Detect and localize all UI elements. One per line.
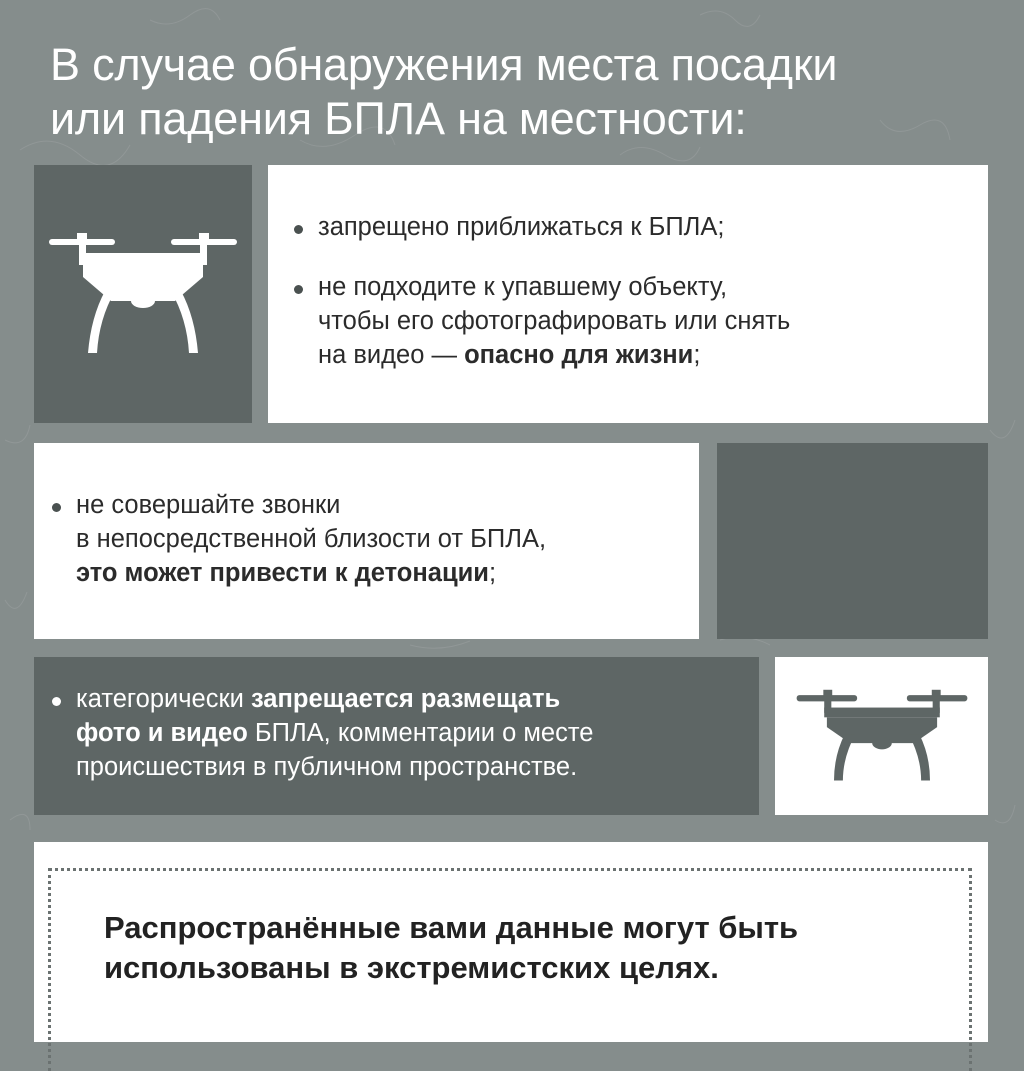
title-line-1: В случае обнаружения места посадки — [50, 39, 838, 90]
bullet-text: не подходите к упавшему объекту, — [318, 273, 728, 301]
dark-panel-filler — [717, 443, 988, 639]
drone-icon — [43, 229, 243, 359]
info-block-2 — [48, 488, 698, 590]
title-line-2: или падения БПЛА на местности: — [50, 93, 747, 144]
bullet-text — [318, 338, 980, 372]
info-block-3 — [48, 682, 758, 784]
warning-card — [34, 842, 988, 1042]
warning-line-2: использованы в экстремистских целях. — [104, 950, 719, 985]
bullet-icon — [52, 697, 61, 706]
bullet-text-part: ; — [693, 341, 701, 369]
bullet-text-bold: это может привести к детонации — [76, 559, 489, 587]
list-item — [48, 682, 758, 784]
bullet-text-part: на видео — — [318, 341, 465, 369]
bullet-text — [76, 682, 758, 716]
bullet-text-bold: опасно для жизни — [464, 341, 694, 369]
bullet-text: не совершайте звонки — [76, 491, 341, 519]
bullet-text — [76, 716, 758, 750]
bullet-text-part: категорически — [76, 685, 251, 713]
list-item — [290, 270, 980, 372]
bullet-icon — [52, 503, 61, 512]
bullet-text: чтобы его сфотографировать или снять — [318, 307, 791, 335]
bullet-text-part: ; — [488, 559, 497, 587]
list-item — [48, 488, 698, 590]
bullet-text — [76, 556, 698, 590]
warning-text — [104, 908, 944, 988]
warning-line-1: Распространённые вами данные могут быть — [104, 910, 799, 945]
info-block-1 — [290, 210, 980, 372]
list-item — [290, 210, 980, 244]
drone-icon — [793, 688, 971, 784]
drone-panel-top — [34, 165, 252, 423]
page-title — [50, 38, 1000, 146]
bullet-text: происшествия в публичном пространстве. — [76, 753, 578, 781]
bullet-text-bold: фото и видео — [76, 719, 248, 747]
bullet-icon — [294, 225, 303, 234]
bullet-icon — [294, 285, 303, 294]
bullet-text-bold: запрещается размещать — [250, 685, 561, 713]
bullet-text: в непосредственной близости от БПЛА, — [76, 525, 547, 553]
bullet-text: запрещено приближаться к БПЛА; — [318, 213, 725, 241]
bullet-text-part: БПЛА, комментарии о месте — [247, 719, 594, 747]
drone-panel-bottom — [775, 657, 988, 815]
